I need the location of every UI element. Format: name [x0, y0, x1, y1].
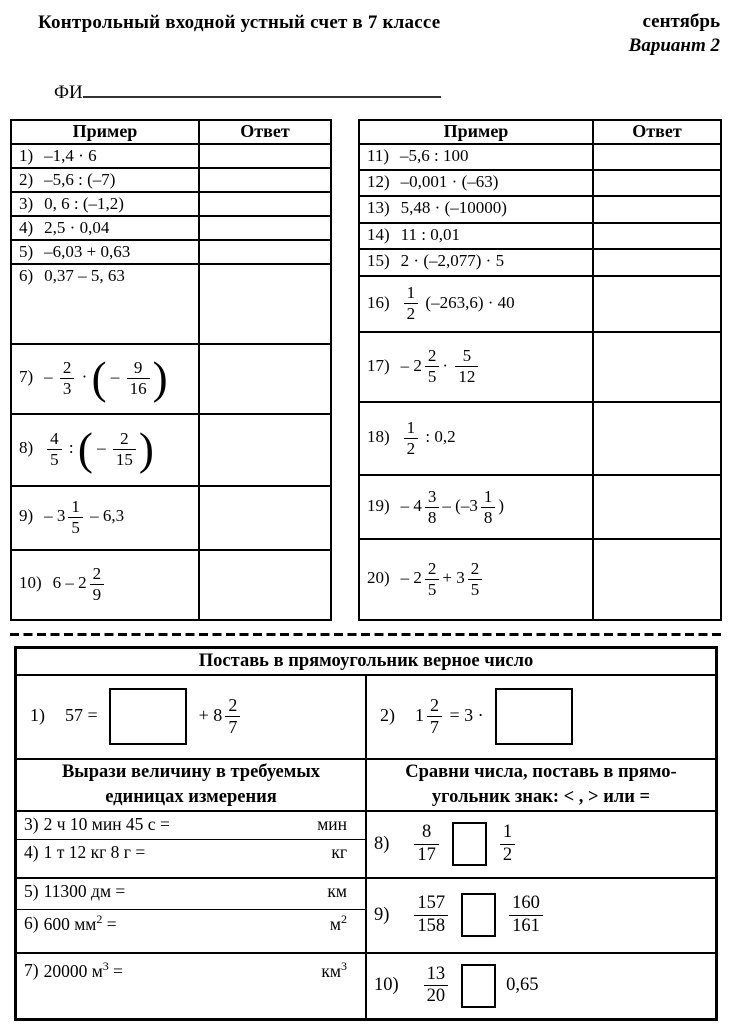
column-header-answer: Ответ	[199, 120, 331, 144]
unit-label: мин	[317, 813, 347, 834]
problem-cell	[11, 264, 199, 344]
big-paren: (	[77, 423, 93, 474]
problem-row	[359, 539, 721, 619]
problem-expression: 1 $\frac{2}{7}$ = 3 ·	[415, 705, 580, 725]
column-header-example: Пример	[11, 120, 199, 144]
problem-row	[11, 144, 331, 168]
answer-box[interactable]	[452, 822, 487, 866]
problem-row	[11, 344, 331, 414]
problem-expression: 20000 $м^3$ =	[43, 958, 124, 981]
problem-row	[359, 332, 721, 402]
problem-cell	[11, 240, 199, 264]
problem-expression: – 3 $\frac{1}{5}$ – 6,3	[44, 497, 125, 537]
unit-label: $км^3$	[321, 958, 347, 981]
problem-cell	[11, 550, 199, 620]
problem-number: 12)	[367, 171, 390, 191]
problem-number: 4)	[24, 841, 39, 862]
problem-number: 9)	[19, 506, 34, 526]
answer-cell[interactable]	[199, 414, 331, 486]
problem-expression: – 4 $\frac{3}{8}$ – (–3 $\frac{1}{8}$ )	[400, 486, 505, 527]
problem-cell	[359, 196, 593, 222]
problem-expression: 0,37 – 5, 63	[44, 265, 125, 285]
problem-row	[359, 144, 721, 170]
problem-row	[359, 249, 721, 275]
problem-cell	[359, 170, 593, 196]
compare-problem-8	[366, 811, 717, 878]
fraction: $\frac{1}{2}$	[404, 284, 419, 323]
problem-number: 1)	[19, 145, 34, 165]
problem-expression: –6,03 + 0,63	[44, 241, 131, 261]
problem-cell	[359, 249, 593, 275]
problem-row	[11, 414, 331, 486]
problem-expression: – $\frac{2}{3}$ · ( – $\frac{9}{16}$ )	[44, 352, 168, 403]
unit-label: км	[327, 880, 347, 901]
problem-number: 20)	[367, 568, 390, 588]
bottom-title: Поставь в прямоугольник верное число	[16, 648, 717, 675]
unit-label: $м^2$	[329, 911, 347, 934]
fraction: $\frac{2}{5}$	[425, 347, 440, 386]
header	[10, 8, 722, 58]
fraction: $\frac{1}{2}$	[500, 823, 515, 865]
compare-problem-10	[366, 953, 717, 1020]
answer-cell[interactable]	[593, 276, 721, 332]
fraction: $\frac{4}{5}$	[47, 430, 62, 469]
problem-expression: $\frac{1}{2}$ (–263,6) · 40	[401, 293, 515, 312]
big-paren: )	[152, 352, 168, 403]
problem-number: 1)	[30, 704, 45, 725]
fraction: $\frac{2}{3}$	[60, 359, 75, 398]
problem-cell	[359, 475, 593, 539]
problem-number: 8)	[374, 833, 390, 854]
column-header-example: Пример	[359, 120, 593, 144]
problem-row	[359, 223, 721, 249]
problem-cell	[359, 144, 593, 170]
problem-expression: 2,5 · 0,04	[44, 217, 110, 237]
problem-expression	[374, 893, 546, 937]
fraction: $\frac{13}{20}$	[424, 965, 449, 1007]
problem-expression: –5,6 : (–7)	[44, 169, 116, 189]
answer-cell[interactable]	[593, 196, 721, 222]
answer-cell[interactable]	[593, 332, 721, 402]
fraction: $\frac{2}{15}$	[113, 430, 136, 469]
problem-cell	[11, 216, 199, 240]
big-paren: )	[138, 423, 154, 474]
problem-number: 7)	[19, 367, 34, 387]
answer-box[interactable]	[461, 893, 496, 937]
problem-row	[11, 168, 331, 192]
fraction: $\frac{2}{5}$	[468, 560, 483, 599]
answer-cell[interactable]	[199, 192, 331, 216]
variant-label: Вариант 2	[628, 34, 720, 56]
problem-expression: 600 $мм^2$ =	[43, 911, 117, 934]
answer-cell[interactable]	[199, 264, 331, 344]
problem-expression: – 2 $\frac{2}{5}$ · $\frac{5}{12}$	[401, 356, 482, 375]
fraction: $\frac{2}{5}$	[425, 560, 440, 599]
problem-cell	[359, 332, 593, 402]
answer-cell[interactable]	[593, 223, 721, 249]
convert-section-header: Вырази величину в требуемых единицах измерения	[16, 759, 367, 811]
compare-problem-9	[366, 878, 717, 953]
problem-number: 6)	[24, 913, 39, 934]
problem-row	[359, 196, 721, 222]
fraction: $\frac{2}{7}$	[427, 696, 442, 737]
problem-number: 13)	[367, 198, 390, 218]
problem-number: 18)	[367, 427, 390, 447]
problem-cell	[11, 414, 199, 486]
problems-tables	[10, 119, 722, 621]
problem-number: 2)	[19, 169, 34, 189]
fraction: $\frac{160}{161}$	[509, 894, 543, 936]
problem-cell	[359, 402, 593, 475]
problem-row	[11, 216, 331, 240]
problem-expression	[374, 822, 518, 866]
problem-number: 17)	[367, 355, 390, 375]
problem-expression: 57 = + 8 $\frac{2}{7}$	[65, 705, 243, 725]
convert-row-4	[17, 839, 365, 877]
name-row	[54, 82, 722, 104]
problem-cell	[11, 144, 199, 168]
problem-expression: –5,6 : 100	[400, 145, 469, 165]
problem-cell	[11, 344, 199, 414]
problem-number: 16)	[367, 292, 390, 312]
name-input-line[interactable]	[83, 83, 441, 98]
problem-expression: 2 ч 10 мин 45 с =	[43, 813, 170, 834]
page-title: Контрольный входной устный счет в 7 классе	[38, 12, 441, 33]
month-label: сентябрь	[642, 11, 720, 32]
convert-row-7	[17, 954, 365, 994]
fraction: $\frac{2}{9}$	[90, 565, 105, 604]
problem-expression: 0, 6 : (–1,2)	[44, 193, 124, 213]
problem-number: 10)	[19, 573, 42, 593]
answer-cell[interactable]	[199, 486, 331, 550]
problem-number: 5)	[24, 880, 39, 901]
problem-expression: –1,4 · 6	[44, 145, 97, 165]
answer-cell[interactable]	[199, 216, 331, 240]
fraction: $\frac{2}{7}$	[225, 696, 240, 737]
convert-band-1	[16, 811, 367, 878]
problem-number: 15)	[367, 251, 390, 271]
problem-number: 9)	[374, 904, 390, 925]
problem-cell	[359, 276, 593, 332]
answer-box[interactable]	[461, 964, 496, 1008]
fill-problem-2	[366, 675, 717, 759]
answer-cell[interactable]	[199, 168, 331, 192]
problem-number: 8)	[19, 438, 34, 458]
fraction: $\frac{1}{5}$	[68, 498, 83, 537]
fraction: $\frac{157}{158}$	[414, 894, 448, 936]
answer-cell[interactable]	[199, 550, 331, 620]
problem-number: 2)	[380, 704, 395, 725]
convert-band-3	[16, 953, 367, 1020]
convert-row-5	[17, 879, 365, 909]
problem-cell	[359, 223, 593, 249]
fraction: $\frac{1}{2}$	[404, 419, 419, 458]
answer-cell[interactable]	[593, 144, 721, 170]
problem-expression: 10) $\frac{13}{20}$ 0,65	[374, 963, 539, 1007]
name-label: ФИ	[54, 81, 83, 103]
problem-number: 3)	[24, 813, 39, 834]
problem-expression: 11 : 0,01	[400, 224, 461, 244]
answer-cell[interactable]	[593, 539, 721, 619]
fraction: $\frac{1}{8}$	[481, 488, 496, 527]
column-header-answer: Ответ	[593, 120, 721, 144]
answer-cell[interactable]	[593, 475, 721, 539]
compare-section-header: Сравни числа, поставь в прямо- угольник знак: < , > или =	[366, 759, 717, 811]
problem-row	[11, 264, 331, 344]
problem-cell	[11, 168, 199, 192]
answer-cell[interactable]	[593, 249, 721, 275]
problem-number: 6)	[19, 265, 34, 285]
problem-number: 7)	[24, 960, 39, 981]
answer-cell[interactable]	[593, 402, 721, 475]
convert-band-2	[16, 878, 367, 953]
problem-number: 14)	[367, 224, 390, 244]
problem-row	[359, 475, 721, 539]
problem-number: 10)	[374, 975, 399, 996]
problem-number: 3)	[19, 193, 34, 213]
answer-cell[interactable]	[199, 344, 331, 414]
answer-cell[interactable]	[593, 170, 721, 196]
answer-box[interactable]	[495, 688, 573, 745]
problem-row	[359, 402, 721, 475]
problem-row	[11, 240, 331, 264]
problem-cell	[11, 486, 199, 550]
convert-row-3	[17, 812, 365, 839]
problem-expression: 1 т 12 кг 8 г =	[43, 841, 146, 862]
fill-problem-1	[16, 675, 367, 759]
problem-row	[11, 192, 331, 216]
bottom-section-table	[14, 646, 718, 1021]
problem-row	[11, 486, 331, 550]
problem-row	[11, 550, 331, 620]
problem-expression: 11300 дм =	[43, 880, 126, 901]
problem-cell	[11, 192, 199, 216]
convert-row-6	[17, 909, 365, 952]
problem-expression: 5,48 · (–10000)	[400, 198, 507, 218]
fraction: $\frac{8}{17}$	[414, 823, 439, 865]
problem-row	[359, 170, 721, 196]
problem-number: 5)	[19, 241, 34, 261]
problem-row	[359, 276, 721, 332]
problem-number: 19)	[367, 495, 390, 515]
answer-cell[interactable]	[199, 240, 331, 264]
answer-box[interactable]	[109, 688, 187, 745]
problem-expression: – 2 $\frac{2}{5}$ + 3 $\frac{2}{5}$	[401, 568, 486, 587]
problem-expression: $\frac{1}{2}$ : 0,2	[401, 427, 456, 446]
problem-expression: 2 · (–2,077) · 5	[400, 251, 505, 271]
problem-expression: $\frac{4}{5}$ : ( – $\frac{2}{15}$ )	[44, 438, 154, 457]
fraction: $\frac{9}{16}$	[127, 359, 150, 398]
big-paren: (	[91, 352, 107, 403]
problem-cell	[359, 539, 593, 619]
problem-number: 11)	[367, 145, 390, 165]
problems-table-left	[10, 119, 332, 621]
problem-number: 4)	[19, 217, 34, 237]
unit-label: кг	[331, 841, 347, 862]
problem-expression: 6 – 2 $\frac{2}{9}$	[53, 573, 108, 592]
fraction: $\frac{5}{12}$	[455, 347, 478, 386]
fraction: $\frac{3}{8}$	[425, 488, 440, 527]
problem-expression: –0,001 · (–63)	[400, 171, 499, 191]
header-right	[629, 10, 720, 58]
answer-cell[interactable]	[199, 144, 331, 168]
problems-table-right	[358, 119, 722, 621]
dashed-separator	[10, 633, 722, 637]
